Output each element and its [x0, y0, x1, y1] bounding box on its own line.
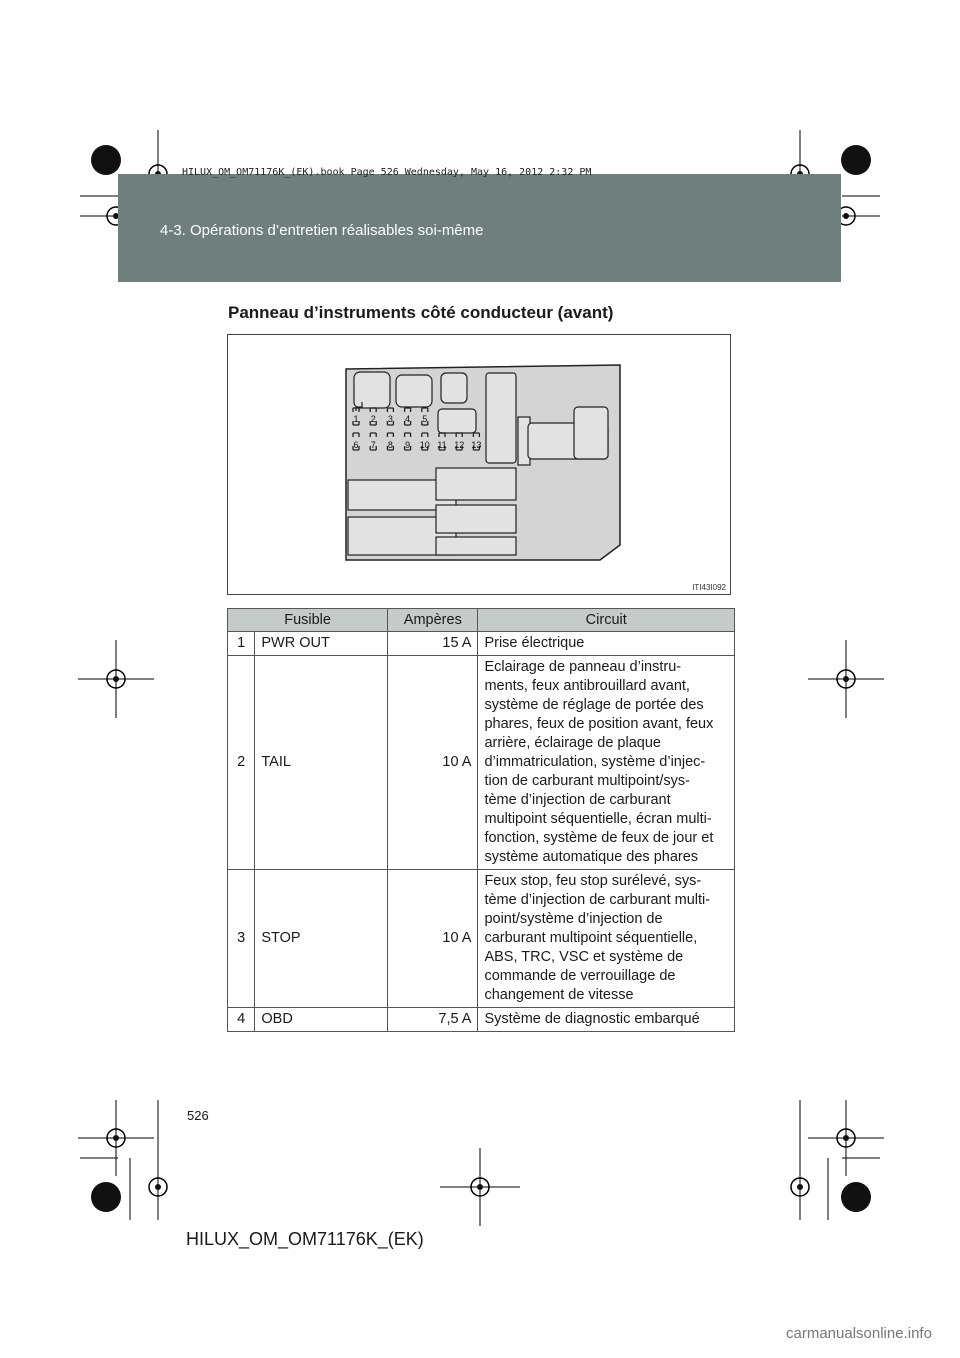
page-number: 526 [187, 1108, 209, 1123]
fuse-number-label-6: 6 [353, 440, 359, 450]
fuse-number: 4 [228, 1008, 255, 1032]
fuse-number-label-2: 2 [370, 414, 376, 424]
fuse-box-diagram [228, 335, 730, 594]
fuse-number-label-8: 8 [387, 440, 393, 450]
fuse-number-label-13: 13 [471, 440, 482, 450]
fuse-name: STOP [255, 870, 388, 1008]
fuse-circuit: Feux stop, feu stop surélevé, sys- tème d’injection de carburant multi- point/système d’injection de carburant multipoint séquentielle, ABS, TRC, VSC et système de commande de verrouillage de changement de vitesse [478, 870, 735, 1008]
section-title: Panneau d’instruments côté conducteur (avant) [228, 303, 614, 322]
table-row [228, 656, 735, 870]
fuse-circuit: Système de diagnostic embarqué [478, 1008, 735, 1032]
fuse-amperage: 15 A [388, 632, 478, 656]
fuse-box-figure [227, 334, 731, 595]
fuse-name: PWR OUT [255, 632, 388, 656]
fuse-amperage: 10 A [388, 870, 478, 1008]
fuse-name: TAIL [255, 656, 388, 870]
fuse-number-label-4: 4 [405, 414, 411, 424]
table-header-row [228, 609, 735, 632]
fuse-number-label-9: 9 [405, 440, 411, 450]
fuse-amperage: 7,5 A [388, 1008, 478, 1032]
fuse-number-label-10: 10 [419, 440, 430, 450]
watermark: carmanualsonline.info [786, 1325, 932, 1342]
fuse-number-label-5: 5 [422, 414, 428, 424]
figure-code: ITI43I092 [692, 583, 726, 592]
header-amperes: Ampères [388, 609, 478, 632]
header-fusible: Fusible [228, 609, 388, 632]
fuse-number: 1 [228, 632, 255, 656]
header-title: 4-3. Opérations d’entretien réalisables soi-même [160, 222, 484, 239]
fuse-number-label-1: 1 [353, 414, 359, 424]
fuse-name: OBD [255, 1008, 388, 1032]
fuse-circuit: Prise électrique [478, 632, 735, 656]
fuse-circuit: Eclairage de panneau d’instru- ments, feux antibrouillard avant, système de réglage de portée des phares, feux de position avant, feux arrière, éclairage de plaque d’immatriculation, système d’injec- tion de carburant multipoint/sys- tème d’injection de carburant multipoint séquentielle, écran multi- fonction, système de feux de jour et système automatique des phares [478, 656, 735, 870]
footer-book-code: HILUX_OM_OM71176K_(EK) [186, 1229, 424, 1249]
print-info-line: HILUX_OM_OM71176K_(EK).book Page 526 Wednesday, May 16, 2012 2:32 PM [182, 167, 592, 178]
header-circuit: Circuit [478, 609, 735, 632]
fuse-table [227, 608, 735, 1032]
table-row [228, 870, 735, 1008]
fuse-number-label-3: 3 [387, 414, 393, 424]
fuse-number: 2 [228, 656, 255, 870]
table-row [228, 632, 735, 656]
fuse-number: 3 [228, 870, 255, 1008]
table-row [228, 1008, 735, 1032]
fuse-number-label-12: 12 [454, 440, 465, 450]
fuse-amperage: 10 A [388, 656, 478, 870]
fuse-number-label-11: 11 [437, 440, 447, 450]
fuse-number-label-7: 7 [370, 440, 376, 450]
